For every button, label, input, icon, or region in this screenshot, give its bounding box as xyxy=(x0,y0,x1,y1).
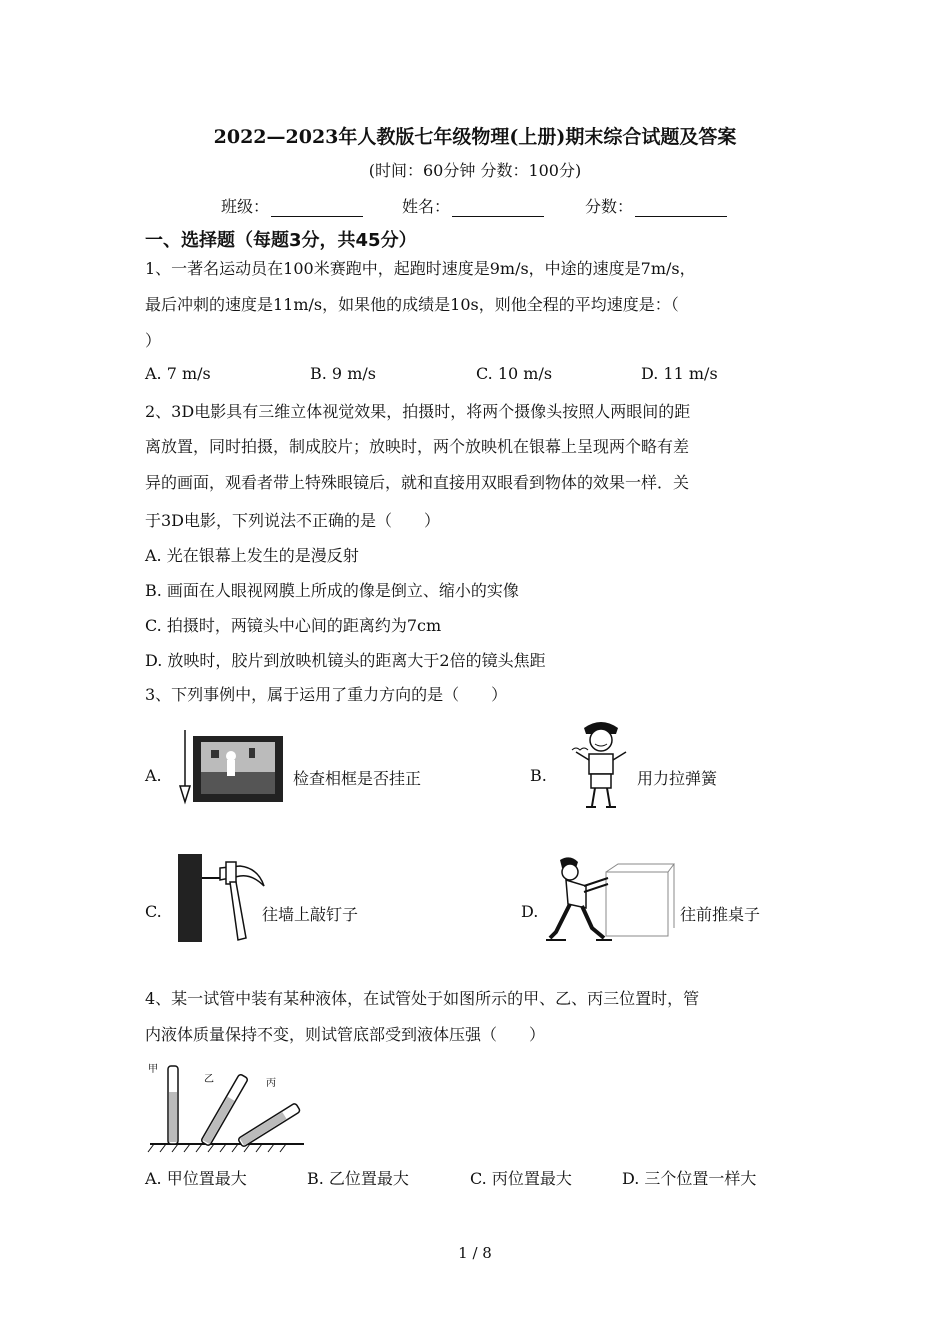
q2-line: 离放置，同时拍摄，制成胶片；放映时，两个放映机在银幕上呈现两个略有差 xyxy=(145,437,690,456)
exam-time-score: (时间：60分钟 分数：100分) xyxy=(368,161,582,180)
q4-option-a[interactable]: A. 甲位置最大 xyxy=(145,1169,247,1188)
tube-label-jia: 甲 xyxy=(148,1064,158,1075)
class-field xyxy=(221,194,363,217)
picture-frame-plumb-icon xyxy=(175,726,287,806)
person-push-table-icon xyxy=(546,852,676,948)
q4-line: 4、某一试管中装有某种液体，在试管处于如图所示的甲、乙、丙三位置时，管 xyxy=(145,989,700,1008)
section-heading-choice: 一、选择题（每题3分，共45分） xyxy=(145,230,417,251)
person-spring-icon xyxy=(566,714,636,812)
q4-option-c[interactable]: C. 丙位置最大 xyxy=(470,1169,572,1188)
q1-option-a[interactable]: A. 7 m/s xyxy=(145,364,211,383)
name-label: 姓名： xyxy=(402,197,451,216)
q4-line: 内液体质量保持不变，则试管底部受到液体压强（ ） xyxy=(145,1025,546,1044)
document-title: 2022—2023年人教版七年级物理(上册)期末综合试题及答案 xyxy=(213,126,737,148)
q3-option-b-letter[interactable]: B. xyxy=(530,766,547,785)
q2-line: 2、3D电影具有三维立体视觉效果，拍摄时，将两个摄像头按照人两眼间的距 xyxy=(145,402,691,421)
q1-option-d[interactable]: D. 11 m/s xyxy=(641,364,718,383)
q3-option-a-text: 检查相框是否挂正 xyxy=(293,769,422,788)
q1-option-b[interactable]: B. 9 m/s xyxy=(310,364,376,383)
name-blank[interactable] xyxy=(452,200,544,217)
q4-option-b[interactable]: B. 乙位置最大 xyxy=(307,1169,409,1188)
q3-option-c-text: 往墙上敲钉子 xyxy=(262,905,359,924)
q3-option-a-letter[interactable]: A. xyxy=(145,766,162,785)
q2-option-c[interactable]: C. 拍摄时，两镜头中心间的距离约为7cm xyxy=(145,616,442,635)
q2-option-d[interactable]: D. 放映时，胶片到放映机镜头的距离大于2倍的镜头焦距 xyxy=(145,651,546,670)
tube-label-bing: 丙 xyxy=(266,1078,276,1089)
q2-option-a[interactable]: A. 光在银幕上发生的是漫反射 xyxy=(145,546,359,565)
test-tube-positions-diagram xyxy=(146,1058,306,1154)
tube-label-yi: 乙 xyxy=(204,1074,214,1085)
score-blank[interactable] xyxy=(635,200,727,217)
q1-option-c[interactable]: C. 10 m/s xyxy=(476,364,553,383)
score-field xyxy=(585,194,727,217)
q2-option-b[interactable]: B. 画面在人眼视网膜上所成的像是倒立、缩小的实像 xyxy=(145,581,519,600)
page-number: 1 / 8 xyxy=(458,1244,492,1262)
q3-option-c-letter[interactable]: C. xyxy=(145,902,162,921)
class-label: 班级： xyxy=(221,197,270,216)
q2-line: 于3D电影，下列说法不正确的是（ ） xyxy=(145,511,441,530)
q1-line: 1、一著名运动员在100米赛跑中，起跑时速度是9m/s，中途的速度是7m/s， xyxy=(145,259,696,278)
q3-option-b-text: 用力拉弹簧 xyxy=(637,769,718,788)
class-blank[interactable] xyxy=(271,200,363,217)
score-label: 分数： xyxy=(585,197,634,216)
q4-option-d[interactable]: D. 三个位置一样大 xyxy=(622,1169,757,1188)
name-field xyxy=(402,194,544,217)
q1-line: ） xyxy=(145,331,162,350)
q1-line: 最后冲刺的速度是11m/s，如果他的成绩是10s，则他全程的平均速度是：（ xyxy=(145,295,679,314)
hammer-wall-icon xyxy=(176,852,266,944)
q2-line: 异的画面，观看者带上特殊眼镜后，就和直接用双眼看到物体的效果一样．关 xyxy=(145,473,690,492)
q3-line: 3、下列事例中，属于运用了重力方向的是（ ） xyxy=(145,685,508,704)
q3-option-d-text: 往前推桌子 xyxy=(680,905,761,924)
q3-option-d-letter[interactable]: D. xyxy=(521,902,539,921)
